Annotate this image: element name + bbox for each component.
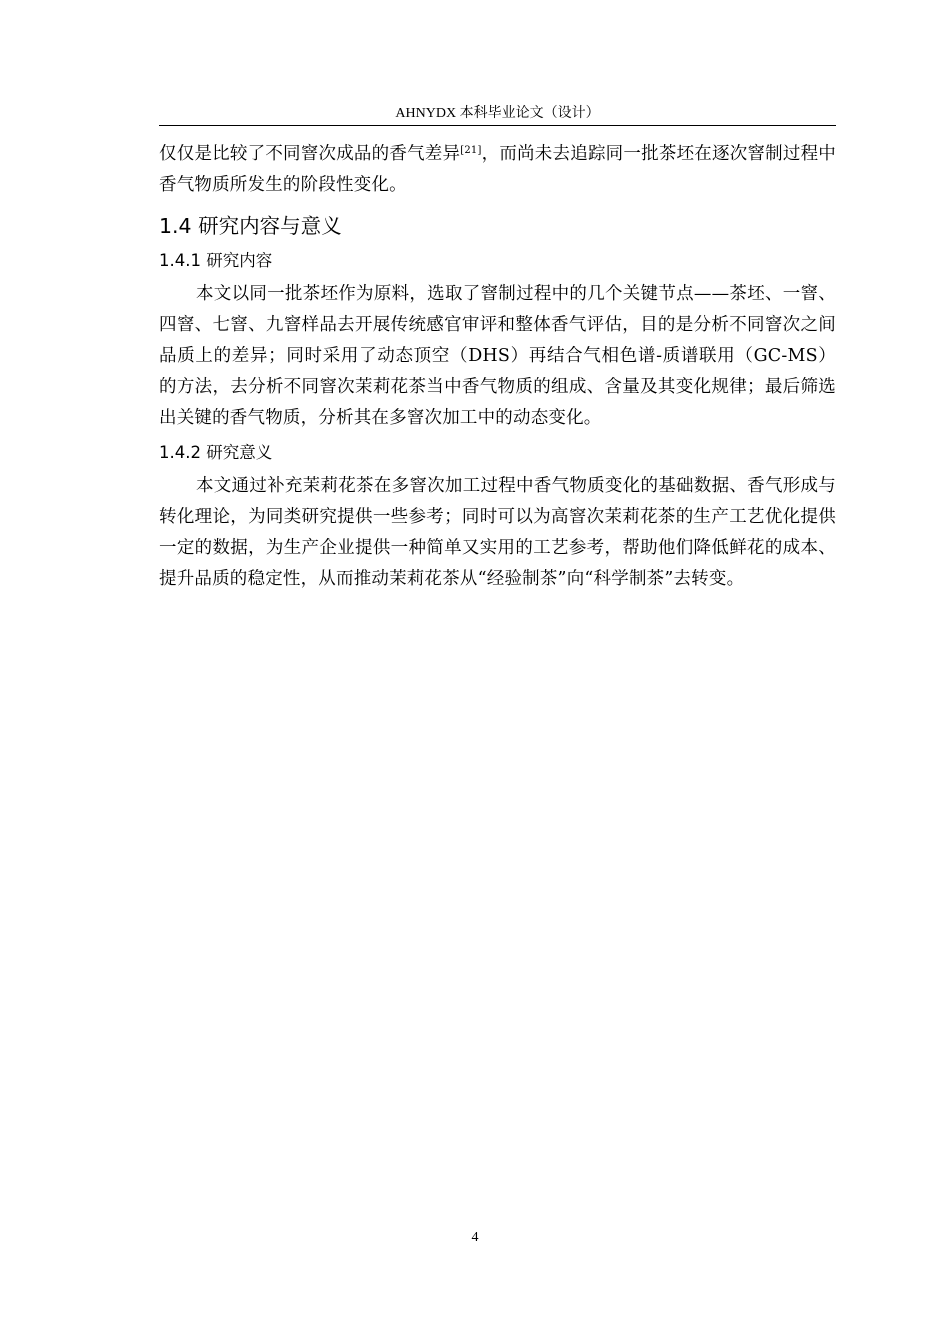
- header-rule: [159, 125, 836, 126]
- subsection-heading-1-4-1: 1.4.1 研究内容: [159, 251, 273, 270]
- research-significance-paragraph: 本文通过补充茉莉花茶在多窨次加工过程中香气物质变化的基础数据、香气形成与转化理论，为同类研究提供一些参考；同时可以为高窨次茉莉花茶的生产工艺优化提供一定的数据，为生产企业提供一种简单又实用的工艺参考，帮助他们降低鲜花的成本、提升品质的稳定性，从而推动茉莉花茶从“经验制茶”向“科学制茶”去转变。: [159, 476, 836, 589]
- continuation-paragraph: [159, 139, 836, 201]
- section-heading-1-4: 1.4 研究内容与意义: [159, 214, 342, 238]
- citation-21: [21]: [460, 145, 482, 156]
- header-title: AHNYDX 本科毕业论文（设计）: [395, 106, 600, 121]
- continuation-text-end: ，而尚未去追踪同一批茶坯在逐次窨制过程中香气物质所发生的阶段性变化。: [159, 144, 837, 195]
- subsection-heading-1-4-2: 1.4.2 研究意义: [159, 443, 273, 462]
- page-number: 4: [471, 1230, 479, 1245]
- page-header: [159, 104, 836, 124]
- research-content-paragraph: 本文以同一批茶坯作为原料，选取了窨制过程中的几个关键节点——茶坯、一窨、四窨、七窨、九窨样品去开展传统感官审评和整体香气评估，目的是分析不同窨次之间品质上的差异；同时采用了动态顶空（DHS）再结合气相色谱-质谱联用（GC-MS）的方法，去分析不同窨次茉莉花茶当中香气物质的组成、含量及其变化规律；最后筛选出关键的香气物质，分析其在多窨次加工中的动态变化。: [159, 284, 836, 428]
- continuation-text-start: 仅仅是比较了不同窨次成品的香气差异: [159, 144, 461, 164]
- page-content: [159, 139, 836, 595]
